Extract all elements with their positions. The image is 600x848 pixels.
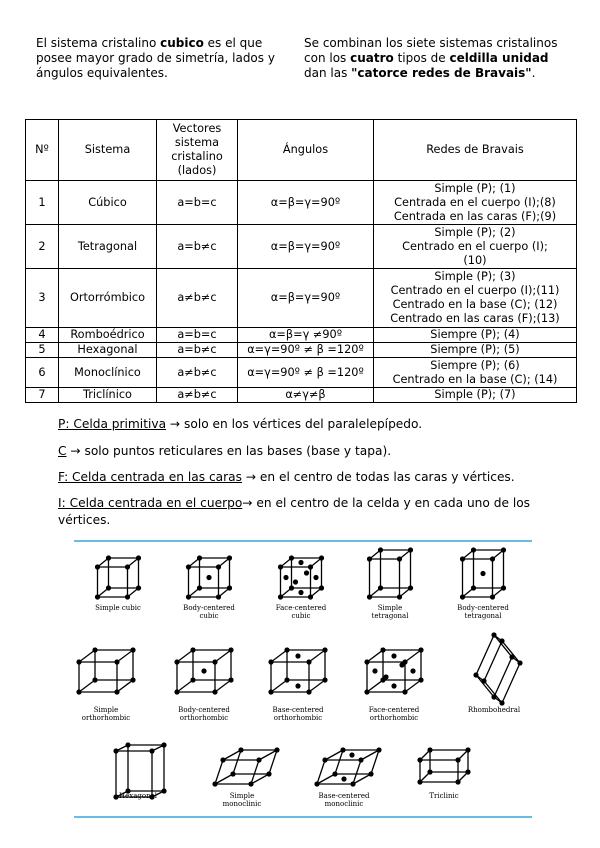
redes-line: Centrado en el cuerpo (I); <box>402 239 548 253</box>
lattice-12 <box>212 747 279 808</box>
legend-desc: → en el centro de la celda y en cada uno de los vértices. <box>58 496 531 527</box>
cell-sistema: Monoclínico <box>59 358 157 388</box>
header-n: Nº <box>26 120 59 181</box>
lattice-7 <box>174 647 233 722</box>
cell-vectores: a=b=c <box>157 328 238 343</box>
lattice-label: Triclinic <box>429 792 459 800</box>
cell-angulos: α=β=γ=90º <box>238 269 374 328</box>
table-row <box>26 328 577 343</box>
lattice-label: Simple <box>377 604 403 612</box>
table-row <box>26 343 577 358</box>
lattice-10 <box>468 632 523 714</box>
lattice-label: orthorhombic <box>81 714 131 722</box>
lattice-3 <box>276 555 327 620</box>
legend-desc: → solo en los vértices del paralelepípedo. <box>166 417 423 431</box>
lattice-1 <box>95 555 141 612</box>
cell-vectores: a≠b≠c <box>157 358 238 388</box>
redes-line: Simple (P); (7) <box>434 388 516 401</box>
cell-sistema: Ortorrómbico <box>59 269 157 328</box>
legend-term: C <box>58 444 67 458</box>
table-row <box>26 269 577 328</box>
cell-redes <box>374 269 577 328</box>
redes-line: Siempre (P); (4) <box>430 328 520 341</box>
lattice-label: Face-centered <box>368 706 420 714</box>
intro-right-bold-3: "catorce redes de Bravais" <box>351 66 532 80</box>
intro-right-text-4: . <box>531 66 536 80</box>
lattice-label: orthorhombic <box>369 714 419 722</box>
intro-left-text-2: es el que posee mayor grado de simetría, lados y ángulos equivalentes. <box>36 36 275 80</box>
lattice-4 <box>367 547 413 620</box>
cell-angulos: α=γ=90º ≠ β =120º <box>238 358 374 388</box>
cell-vectores: a≠b≠c <box>157 388 238 403</box>
table-row <box>26 388 577 403</box>
table-row <box>26 358 577 388</box>
lattice-5 <box>457 547 509 620</box>
cell-n: 6 <box>26 358 59 388</box>
legend-item <box>58 495 548 529</box>
lattice-label: Body-centered <box>178 706 230 714</box>
lattice-label: Face-centered <box>275 604 327 612</box>
table-row <box>26 181 577 225</box>
legend-desc: → en el centro de todas las caras y vértices. <box>241 470 515 484</box>
intro-right-text-3: dan las <box>304 66 352 80</box>
cell-angulos: α=β=γ=90º <box>238 225 374 269</box>
lattice-label: tetragonal <box>464 612 502 620</box>
lattice-13 <box>314 747 381 808</box>
cell-sistema: Tetragonal <box>59 225 157 269</box>
lattice-label: Simple <box>93 706 119 714</box>
legend-item <box>58 443 548 460</box>
lattice-label: cubic <box>199 612 219 620</box>
lattice-label: Base-centered <box>272 706 324 714</box>
cell-angulos: α=β=γ=90º <box>238 181 374 225</box>
lattice-label: orthorhombic <box>179 714 229 722</box>
legend-term: F: Celda centrada en las caras <box>58 470 242 484</box>
redes-line: Simple (P); (3) <box>434 270 516 283</box>
redes-line: Centrado en la base (C); (14) <box>392 372 558 386</box>
cell-redes <box>374 225 577 269</box>
cell-redes <box>374 181 577 225</box>
lattice-label: Rhombohedral <box>467 706 521 714</box>
lattice-2 <box>183 555 235 620</box>
intro-right-text-2: tipos de <box>393 51 450 65</box>
cell-redes <box>374 388 577 403</box>
redes-line: Centrado en las caras (F);(13) <box>390 312 560 325</box>
cell-redes <box>374 328 577 343</box>
lattice-label: Simple cubic <box>95 604 141 612</box>
bravais-table <box>25 119 577 403</box>
lattice-label: Body-centered <box>183 604 235 612</box>
legend-desc: → solo puntos reticulares en las bases (base y tapa). <box>66 444 392 458</box>
legend-term: P: Celda primitiva <box>58 417 167 431</box>
redes-line: Centrado en el cuerpo (I);(11) <box>390 284 560 297</box>
cell-sistema: Romboédrico <box>59 328 157 343</box>
redes-line: Centrada en las caras (F);(9) <box>393 209 557 223</box>
cell-vectores: a≠b≠c <box>157 269 238 328</box>
cell-redes <box>374 358 577 388</box>
legend-item <box>58 416 548 433</box>
redes-line: Siempre (P); (5) <box>430 343 520 356</box>
header-sistema: Sistema <box>59 120 157 181</box>
lattice-label: Base-centered <box>318 792 370 800</box>
intro-left-text-1: El sistema cristalino <box>36 36 161 50</box>
intro-left-bold-1: cubico <box>160 36 204 50</box>
cell-n: 2 <box>26 225 59 269</box>
cell-angulos: α≠γ≠β <box>238 388 374 403</box>
lattice-label: Hexagonal <box>119 792 157 800</box>
intro-right-bold-1: cuatro <box>350 51 394 65</box>
lattice-8 <box>268 647 327 722</box>
legend-term: I: Celda centrada en el cuerpo <box>58 496 243 510</box>
cell-n: 3 <box>26 269 59 328</box>
cell-n: 5 <box>26 343 59 358</box>
bravais-lattices-figure <box>74 540 532 818</box>
lattice-label: monoclinic <box>324 800 364 808</box>
cell-redes <box>374 343 577 358</box>
lattice-label: Simple <box>229 792 255 800</box>
cell-sistema: Triclínico <box>59 388 157 403</box>
header-angulos: Ángulos <box>238 120 374 181</box>
lattice-14 <box>417 747 470 800</box>
cell-vectores: a=b=c <box>157 181 238 225</box>
lattice-label: Body-centered <box>457 604 509 612</box>
cell-sistema: Hexagonal <box>59 343 157 358</box>
lattice-label: orthorhombic <box>273 714 323 722</box>
intro-right-bold-2: celdilla unidad <box>449 51 549 65</box>
cell-sistema: Cúbico <box>59 181 157 225</box>
intro-right-text-1: Se combinan los siete sistemas cristalinos con los <box>304 36 558 65</box>
cell-n: 4 <box>26 328 59 343</box>
cell-n: 7 <box>26 388 59 403</box>
table-row <box>26 225 577 269</box>
cell-angulos: α=β=γ ≠90º <box>238 328 374 343</box>
legend-item <box>58 469 548 486</box>
redes-line: Centrada en el cuerpo (I);(8) <box>394 195 556 209</box>
lattice-label: cubic <box>291 612 311 620</box>
cell-vectores: a=b≠c <box>157 343 238 358</box>
header-redes: Redes de Bravais <box>374 120 577 181</box>
redes-line: Simple (P); (1) <box>434 181 516 195</box>
intro-right <box>304 36 566 81</box>
intro-left <box>36 36 281 81</box>
redes-line: Centrado en la base (C); (12) <box>392 298 558 311</box>
cell-vectores: a=b≠c <box>157 225 238 269</box>
redes-line: Siempre (P); (6) <box>430 358 520 372</box>
redes-line: (10) <box>463 253 487 267</box>
table-header-row <box>26 120 577 181</box>
lattice-6 <box>76 647 135 722</box>
redes-line: Simple (P); (2) <box>434 225 516 239</box>
header-vectores: Vectores sistema cristalino (lados) <box>157 120 238 181</box>
lattice-label: tetragonal <box>371 612 409 620</box>
lattice-9 <box>364 647 423 722</box>
lattice-label: monoclinic <box>222 800 262 808</box>
cell-n: 1 <box>26 181 59 225</box>
cell-angulos: α=γ=90º ≠ β =120º <box>238 343 374 358</box>
lattice-11 <box>113 742 166 800</box>
